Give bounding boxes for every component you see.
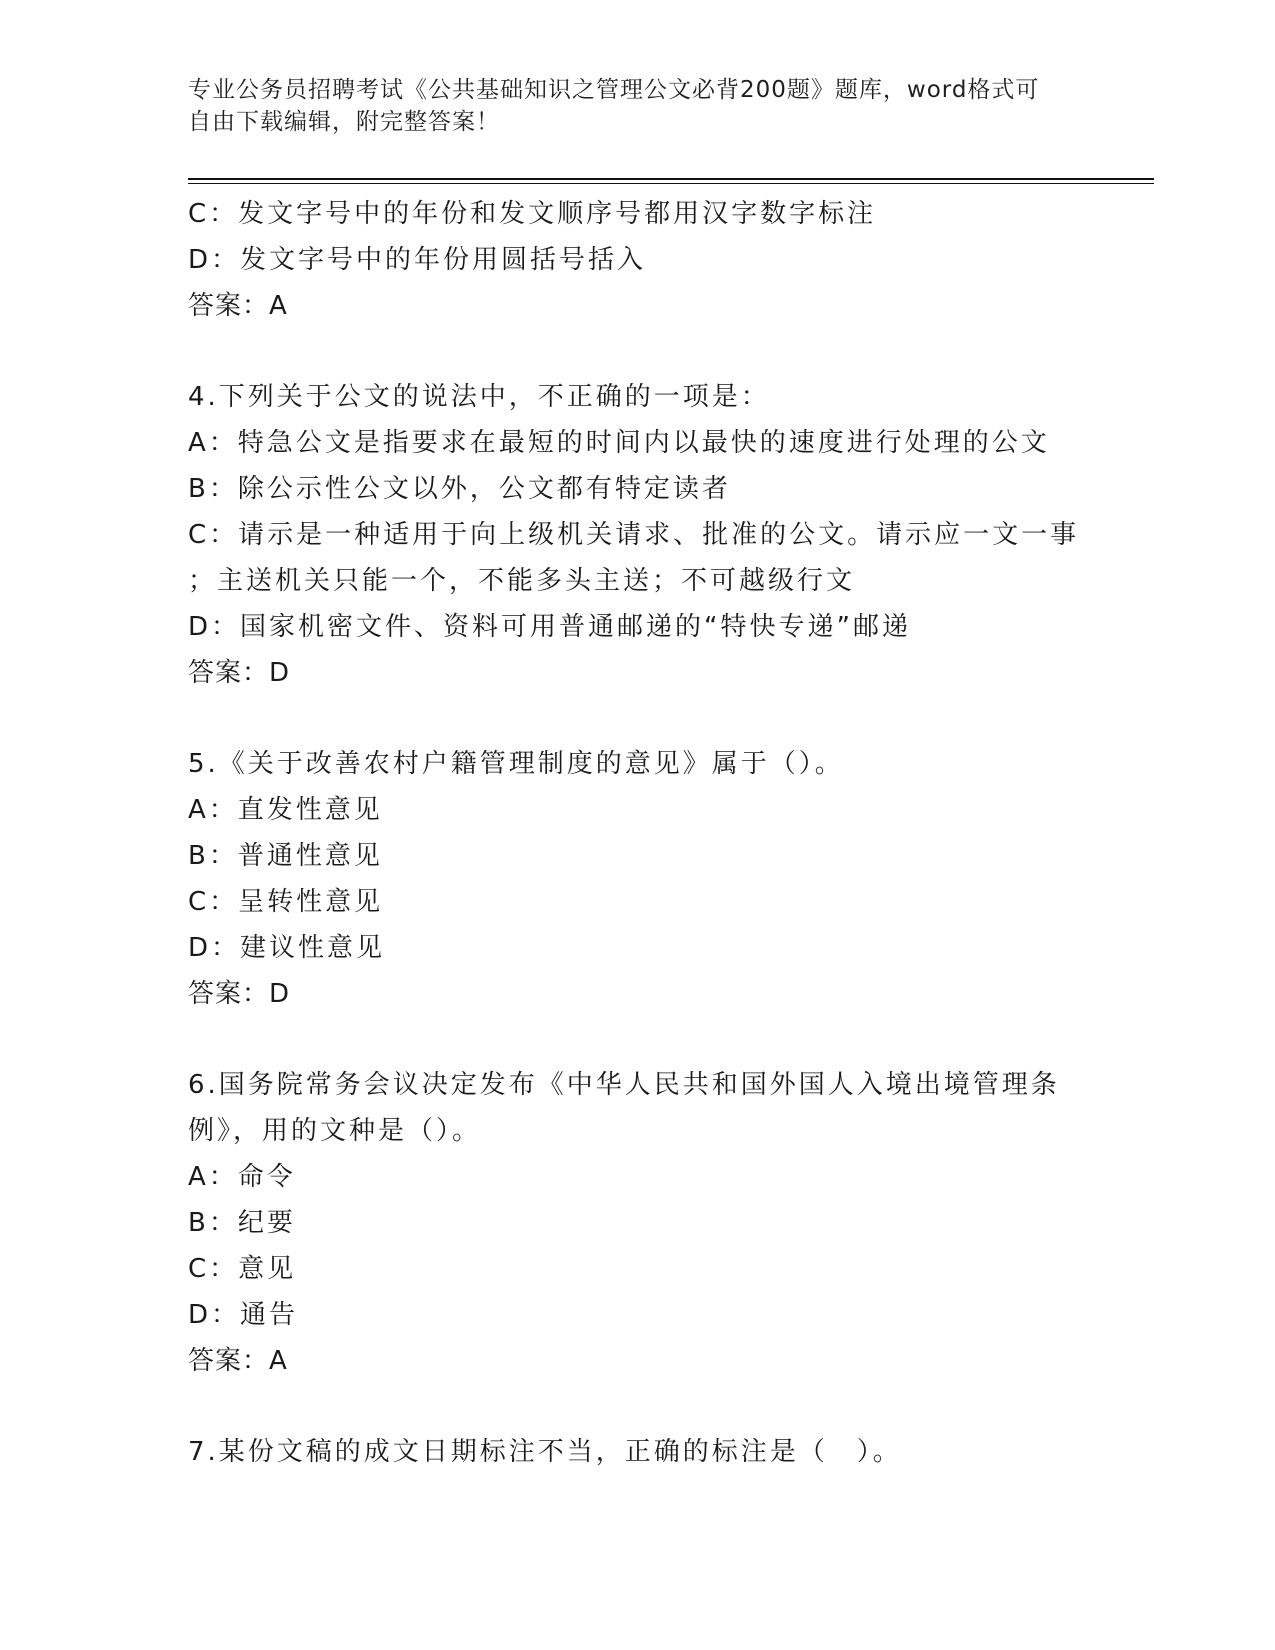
header-line-1: 专业公务员招聘考试《公共基础知识之管理公文必背200题》题库，word格式可 (188, 77, 1040, 103)
option-d: D：发文字号中的年份用圆括号括入 (188, 245, 647, 275)
question-stem: 6.国务院常务会议决定发布《中华人民共和国外国人入境出境管理条 (188, 1070, 1060, 1100)
option-c: C：发文字号中的年份和发文顺序号都用汉字数字标注 (188, 199, 877, 229)
header-rule-thin (188, 183, 1154, 184)
answer-line: 答案：A (188, 291, 288, 321)
question-stem-continued: 例》，用的文种是（）。 (188, 1116, 482, 1146)
option-b: B：除公示性公文以外，公文都有特定读者 (188, 474, 731, 504)
option-c-continued: ；主送机关只能一个，不能多头主送；不可越级行文 (188, 566, 856, 596)
question-stem: 7.某份文稿的成文日期标注不当，正确的标注是（ ）。 (188, 1437, 902, 1467)
option-d: D：通告 (188, 1300, 299, 1330)
question-5 (188, 741, 1088, 1017)
option-d: D：建议性意见 (188, 933, 386, 963)
header-line-2: 自由下载编辑，附完整答案！ (188, 109, 500, 135)
spacer (188, 329, 1088, 374)
option-c: C：意见 (188, 1254, 297, 1284)
option-c: C：呈转性意见 (188, 887, 384, 917)
document-header (188, 74, 1068, 138)
option-b: B：纪要 (188, 1208, 296, 1238)
option-a: A：命令 (188, 1162, 296, 1192)
spacer (188, 1384, 1088, 1429)
question-6 (188, 1062, 1088, 1384)
question-3-continued (188, 191, 1088, 329)
question-stem: 5.《关于改善农村户籍管理制度的意见》属于（）。 (188, 749, 844, 779)
question-content (188, 191, 1088, 1475)
question-4 (188, 374, 1088, 696)
answer-line: 答案：D (188, 658, 291, 688)
question-stem: 4.下列关于公文的说法中，不正确的一项是： (188, 382, 770, 412)
option-d: D：国家机密文件、资料可用普通邮递的“特快专递”邮递 (188, 612, 911, 642)
answer-line: 答案：A (188, 1346, 288, 1376)
option-c: C：请示是一种适用于向上级机关请求、批准的公文。请示应一文一事 (188, 520, 1080, 550)
spacer (188, 1017, 1088, 1062)
answer-line: 答案：D (188, 979, 291, 1009)
spacer (188, 696, 1088, 741)
option-b: B：普通性意见 (188, 841, 383, 871)
header-rule-thick (188, 178, 1154, 180)
option-a: A：直发性意见 (188, 795, 383, 825)
option-a: A：特急公文是指要求在最短的时间内以最快的速度进行处理的公文 (188, 428, 1050, 458)
question-7 (188, 1429, 1088, 1475)
